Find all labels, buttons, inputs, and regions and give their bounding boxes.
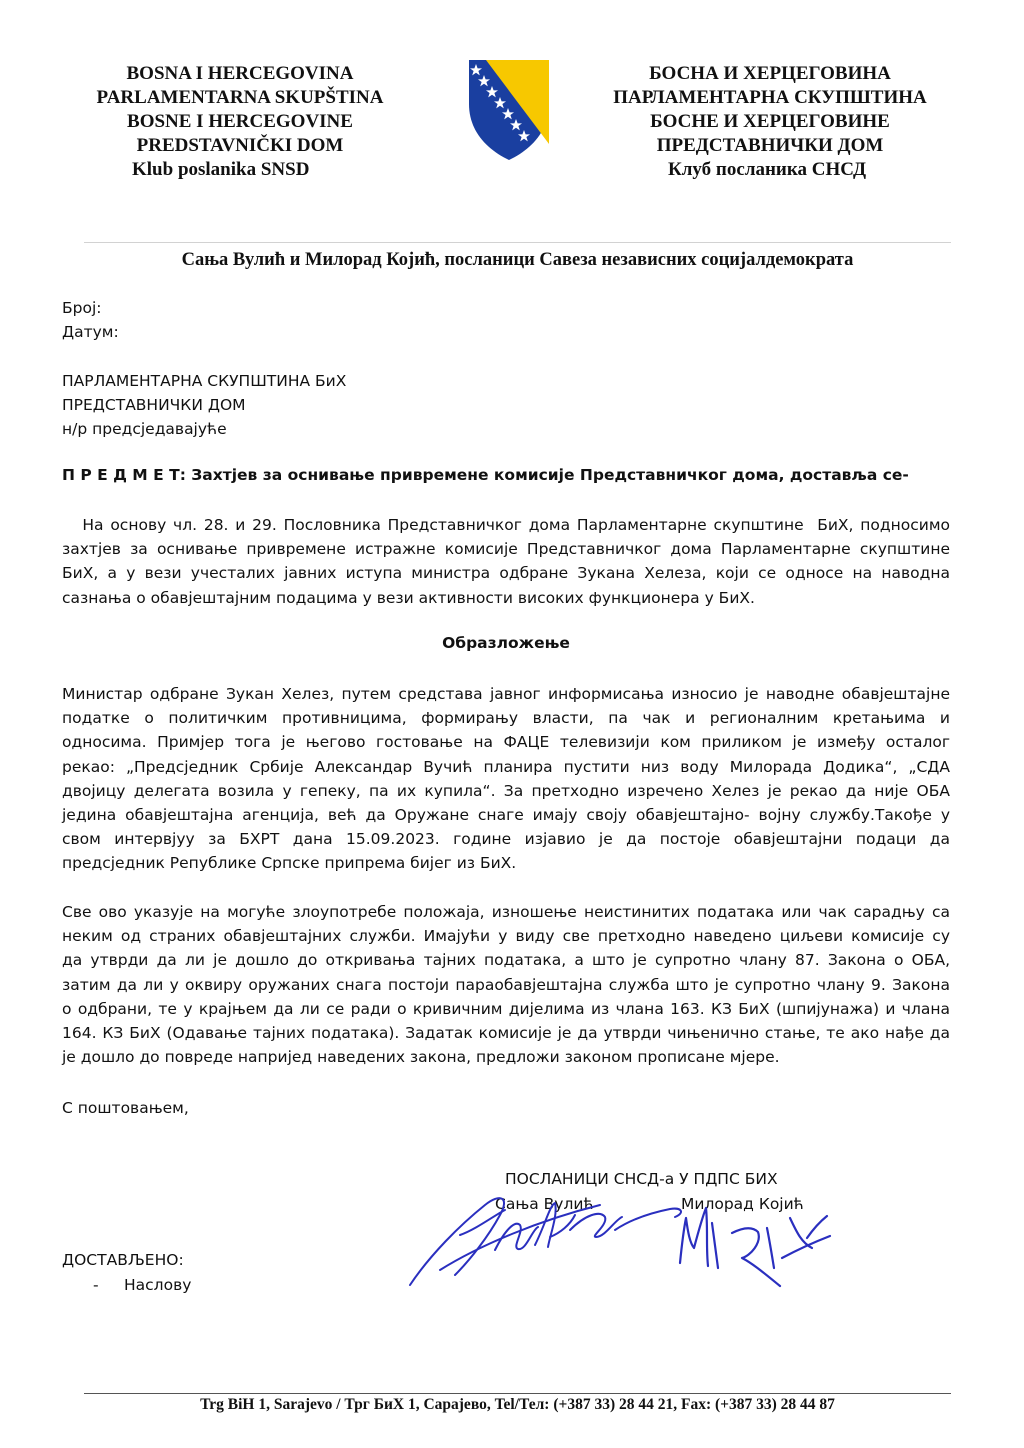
delivered-label: ДОСТАВЉЕНО:	[62, 1251, 184, 1269]
recipient-line2: ПРЕДСТАВНИЧКИ ДОМ	[62, 396, 246, 414]
header-latin-line1: BOSNA I HERCEGOVINA	[126, 63, 354, 84]
explanation-line: Све ово указује на могуће злоупотребе положаја, изношење неистинитих података или чак сарадњу са	[62, 903, 950, 921]
explanation-paragraph-2	[62, 900, 950, 1069]
header-cyrillic-line2: ПАРЛАМЕНТАРНА СКУПШТИНА	[613, 87, 927, 108]
explanation-line: податке о политичким противницима, формирању власти, па чак и регионалним кретањима и	[62, 709, 950, 728]
date-label: Датум:	[62, 323, 119, 341]
header-cyrillic	[605, 62, 935, 182]
explanation-line: једина обавјештајна агенција, већ да Оружане снаге имају своју обавјештајно- војну службу.Такође у	[62, 806, 950, 825]
closing-salutation: С поштовањем,	[62, 1099, 189, 1117]
header-latin	[75, 62, 405, 182]
intro-paragraph	[62, 513, 950, 610]
header-divider	[84, 242, 951, 243]
explanation-paragraph-1	[62, 682, 950, 876]
intro-line: БиХ, а у вези учесталих јавних иступа министра одбране Зукана Хелеза, који се односе на наводна	[62, 564, 950, 583]
header-latin-club: Klub poslanika SNSD	[132, 159, 310, 180]
delivered-dash: -	[93, 1276, 99, 1294]
signatory-name-2: Милорад Којић	[681, 1195, 804, 1213]
header-cyrillic-line4: ПРЕДСТАВНИЧКИ ДОМ	[656, 135, 884, 156]
explanation-line: односима. Примјер тога је његово гостовање на ФАЦЕ телевизији ком приликом је између осталог	[62, 733, 950, 752]
recipient-line1: ПАРЛАМЕНТАРНА СКУПШТИНА БиХ	[62, 372, 347, 390]
header-cyrillic-line3: БОСНЕ И ХЕРЦЕГОВИНЕ	[650, 111, 890, 132]
signature-kojic-icon	[672, 1188, 837, 1298]
header-latin-line3: BOSNE I HERCEGOVINE	[127, 111, 353, 132]
explanation-line: свом интервјуу за БХРТ дана 15.09.2023. године изјавио је да постоје обавјештајни подаци да	[62, 830, 950, 849]
intro-line: захтјев за оснивање привремене истражне комисије Представничког дома Парламентарне скупштине	[62, 540, 950, 559]
explanation-line: предсједник Републике Српске припрема бијег из БиХ.	[62, 854, 517, 873]
intro-line: сазнања о обавјештајним подацима у вези активности високих функционера у БиХ.	[62, 588, 755, 607]
explanation-line: да утврди да ли је дошло до откривања тајних података, а што је супротно члану 87. Закона о ОБА,	[62, 951, 950, 970]
number-label: Број:	[62, 299, 102, 317]
explanation-line: Министар одбране Зукан Хелез, путем средстава јавног информисања износио је наводне обавјештајне	[62, 685, 950, 703]
signatory-name-1: Сања Вулић	[495, 1195, 594, 1213]
subject-line: П Р Е Д М Е Т: Захтјев за оснивање привремене комисије Представничког дома, доставља се-	[62, 466, 909, 484]
explanation-line: затим да ли у оквиру оружаних снага постоји параобавјештајна служба што је супротно члану 9. Закона	[62, 975, 950, 994]
delivered-item: Наслову	[124, 1276, 192, 1294]
signatories-title: ПОСЛАНИЦИ СНСД-а У ПДПС БИХ	[505, 1170, 778, 1188]
explanation-heading: Образложење	[442, 634, 570, 652]
explanation-line: о одбрани, те у крајњем да ли се ради о кривичним дијелима из члана 163. КЗ БиХ (шпијунажа) и члана	[62, 999, 950, 1018]
header-latin-line2: PARLAMENTARNA SKUPŠTINA	[96, 87, 384, 108]
coat-of-arms-icon	[466, 58, 552, 162]
explanation-line: неким од страних обавјештајних служби. Имајући у виду све претходно наведено циљеви комисије су	[62, 927, 950, 946]
footer-address: Trg BiH 1, Sarajevo / Трг БиХ 1, Сарајево, Tel/Тел: (+387 33) 28 44 21, Fax: (+387 33) 28 44 87	[200, 1396, 835, 1413]
footer-divider	[84, 1393, 951, 1394]
explanation-line: рекао: „Предсједник Србије Александар Вучић планира пустити низ воду Милорада Додика“, „СДА	[62, 757, 950, 776]
header-latin-line4: PREDSTAVNIČKI DOM	[136, 135, 344, 156]
recipient-line3: н/р предсједавајуће	[62, 420, 227, 438]
sender-subtitle: Сања Вулић и Милорад Којић, посланици Савеза независних социјалдемократа	[181, 250, 854, 270]
header-cyrillic-line1: БОСНА И ХЕРЦЕГОВИНА	[649, 63, 891, 84]
explanation-line: двојицу делегата возила у гепеку, па их купила“. За претходно изречено Хелез је рекао да није ОБА	[62, 781, 950, 800]
explanation-line: 164. КЗ БиХ (Одавање тајних података). Задатак комисије је да утврди чињенично стање, те ако нађе да	[62, 1024, 950, 1043]
intro-line: На основу чл. 28. и 29. Пословника Представничког дома Парламентарне скупштине БиХ, подносимо	[62, 516, 950, 534]
explanation-line: је дошло до повреде напријед наведених закона, предложи законом прописане мјере.	[62, 1048, 780, 1067]
header-cyrillic-club: Клуб посланика СНСД	[668, 159, 867, 180]
signature-vulic-icon	[400, 1175, 700, 1305]
